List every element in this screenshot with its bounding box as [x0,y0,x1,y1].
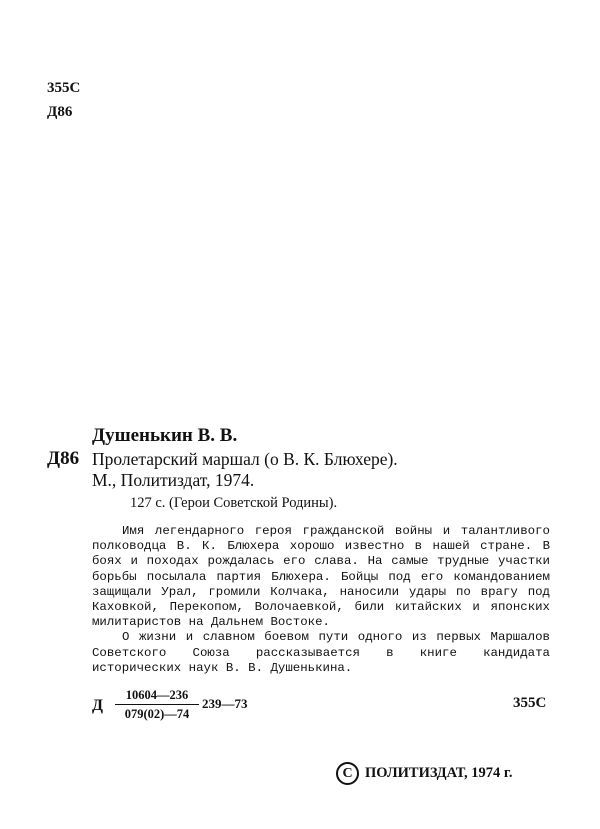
index-fraction [115,687,199,722]
index-prefix: Д [92,697,104,714]
author-mark-top: Д86 [47,104,73,120]
index-denominator: 079(02)—74 [124,707,190,721]
author-mark-card: Д86 [47,448,80,469]
pages-series: 127 с. (Герои Советской Родины). [130,495,338,511]
annotation [92,524,550,676]
copyright-text: ПОЛИТИЗДАТ, 1974 г. [365,764,513,781]
fraction-bar [115,704,199,705]
imprint: М., Политиздат, 1974. [92,470,255,490]
index-suffix: 239—73 [202,696,248,711]
annotation-paragraph-2: О жизни и славном боевом пути одного из первых Маршалов Советского Союза рассказывается в книге кандидата исторических наук В. В. Душенькина. [92,630,550,675]
copyright-line [336,762,512,785]
bbk-code-top: 355С [47,80,81,96]
bbk-code-bottom: 355С [513,695,547,711]
book-title: Пролетарский маршал (о В. К. Блюхере). [92,449,398,469]
index-numerator: 10604—236 [125,688,189,702]
copyright-icon: C [336,762,359,785]
author-name: Душенькин В. В. [92,425,238,446]
annotation-paragraph-1: Имя легендарного героя гражданской войны и талантливого полководца В. К. Блюхера хорошо известно в нашей стране. В боях и походах рождалась его слава. На самые трудные участки борьбы посылала партия Блюхера. Бойцы под его командованием защищали Урал, громили Колчака, наносили удары по врагу под Каховкой, Перекопом, Волочаевкой, били китайских и японских милитаристов на Дальнем Востоке. [92,524,550,630]
